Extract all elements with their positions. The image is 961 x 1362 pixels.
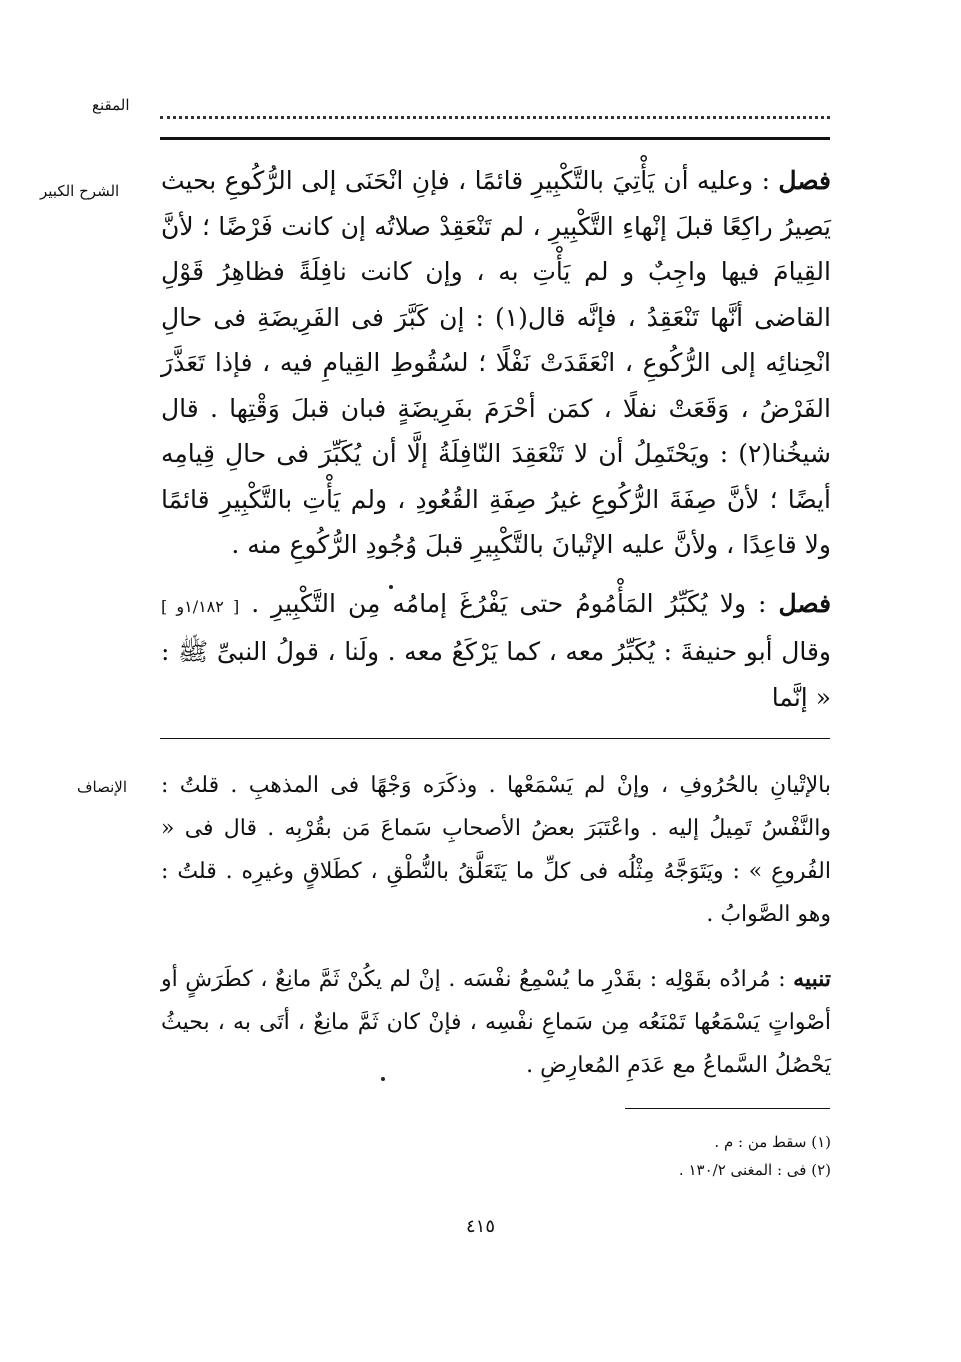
page-number: ٤١٥ — [465, 1216, 495, 1237]
header-rule — [160, 137, 830, 140]
paragraph-text-continued: وقال أبو حنيفةَ : يُكَبِّرُ معه ، كما يَرْكَعُ معه . ولَنا ، قولُ النبىِّ ﷺ : « إنَّما — [161, 637, 831, 712]
print-speck — [381, 1077, 385, 1081]
note-heading: تنبيه — [793, 966, 831, 992]
footnote: (١) سقط من : م . — [714, 1133, 831, 1151]
header-dotted-rule — [160, 100, 830, 119]
section-divider — [160, 738, 830, 739]
note-text: : مُرادُه بقَوْلِه : بقَدْرِ ما يُسْمِعُ نفْسَه . إنْ لم يكُنْ ثَمَّ مانِعٌ ، كطَرَشٍ أو أصْواتٍ يَسْمَعُها تَمْنَعُه مِن سَماعِ نفْسِه ، فإنْ كان ثَمَّ مانِعٌ ، أتَى به ، بحيثُ يَحْصُلُ السَّماعُ مع عَدَمِ المُعارِضِ . — [161, 967, 831, 1078]
print-speck — [389, 585, 393, 589]
insaf-note — [161, 958, 831, 1087]
side-label-insaf: الإنصاف — [77, 778, 128, 796]
paragraph-text: : ولا يُكَبِّرُ المَأْمُومُ حتى يَفْرُغَ إمامُه مِن التَّكْبِيرِ . — [251, 588, 767, 618]
footnote-rule — [625, 1108, 830, 1109]
paragraph-fasl-2 — [161, 581, 831, 721]
side-label-sharh: الشرح الكبير — [40, 182, 120, 200]
footnotes — [531, 1128, 831, 1184]
running-title: المقنع — [92, 96, 130, 114]
section-heading: فصل — [778, 166, 831, 195]
paragraph-fasl-1 — [161, 158, 831, 568]
main-commentary — [161, 158, 831, 720]
insaf-commentary — [161, 764, 831, 1087]
insaf-paragraph: بالإتْيانِ بالحُرُوفِ ، وإنْ لم يَسْمَعْها . وذكَرَه وَجْهًا فى المذهبِ . قلتُ : والنَّفْسُ تَمِيلُ إليه . واعْتَبَرَ بعضُ الأصحابِ سَماعَ مَن بقُرْبِه . قال فى « الفُروعِ » : ويَتَوَجَّهُ مِثْلُه فى كلِّ ما يَتَعَلَّقُ بالنُّطْقِ ، كطَلاقٍ وغيرِه . قلتُ : وهو الصَّوابُ . — [161, 773, 831, 927]
paragraph-text: : وعليه أن يَأْتِيَ بالتَّكْبِيرِ قائمًا ، فإنِ انْحَنَى إلى الرُّكُوعِ بحيث يَصِيرُ راكِعًا قبلَ إنْهاءِ التَّكْبِيرِ ، لم تَنْعَقِدْ صلاتُه إن كانت فَرْضًا ؛ لأنَّ القِيامَ فيها واجِبٌ و لم يَأْتِ به ، وإن كانت نافِلَةً فظاهِرُ قَوْلِ القاضى أنَّها تَنْعَقِدُ ، فإنَّه قال(١) : إن كَبَّرَ فى الفَرِيضَةِ فى حالِ انْحِنائِه إلى الرُّكُوعِ ، انْعَقَدَتْ نَفْلًا ؛ لسُقُوطِ القِيامِ فيه ، فإذا تَعَذَّرَ الفَرْضُ ، وَقَعَتْ نفلًا ، كمَن أحْرَمَ بفَرِيضَةٍ فبان قبلَ وَقْتِها . قال شيخُنا(٢) : ويَحْتَمِلُ أن لا تَنْعَقِدَ النّافِلَةُ إلَّا أن يُكَبِّرَ فى حالِ قِيامِه أيضًا ؛ لأنَّ صِفَةَ الرُّكُوعِ غيرُ صِفَةِ القُعُودِ ، ولم يَأْتِ بالتَّكْبِيرِ قائمًا ولا قاعِدًا ، ولأنَّ عليه الإتْيانَ بالتَّكْبِيرِ قبلَ وُجُودِ الرُّكُوعِ منه . — [161, 166, 831, 559]
footnote: (٢) فى : المغنى ١٣٠/٢ . — [678, 1161, 831, 1179]
folio-marker: [ ١/١٨٢و ] — [161, 596, 240, 616]
section-heading: فصل — [778, 588, 832, 618]
